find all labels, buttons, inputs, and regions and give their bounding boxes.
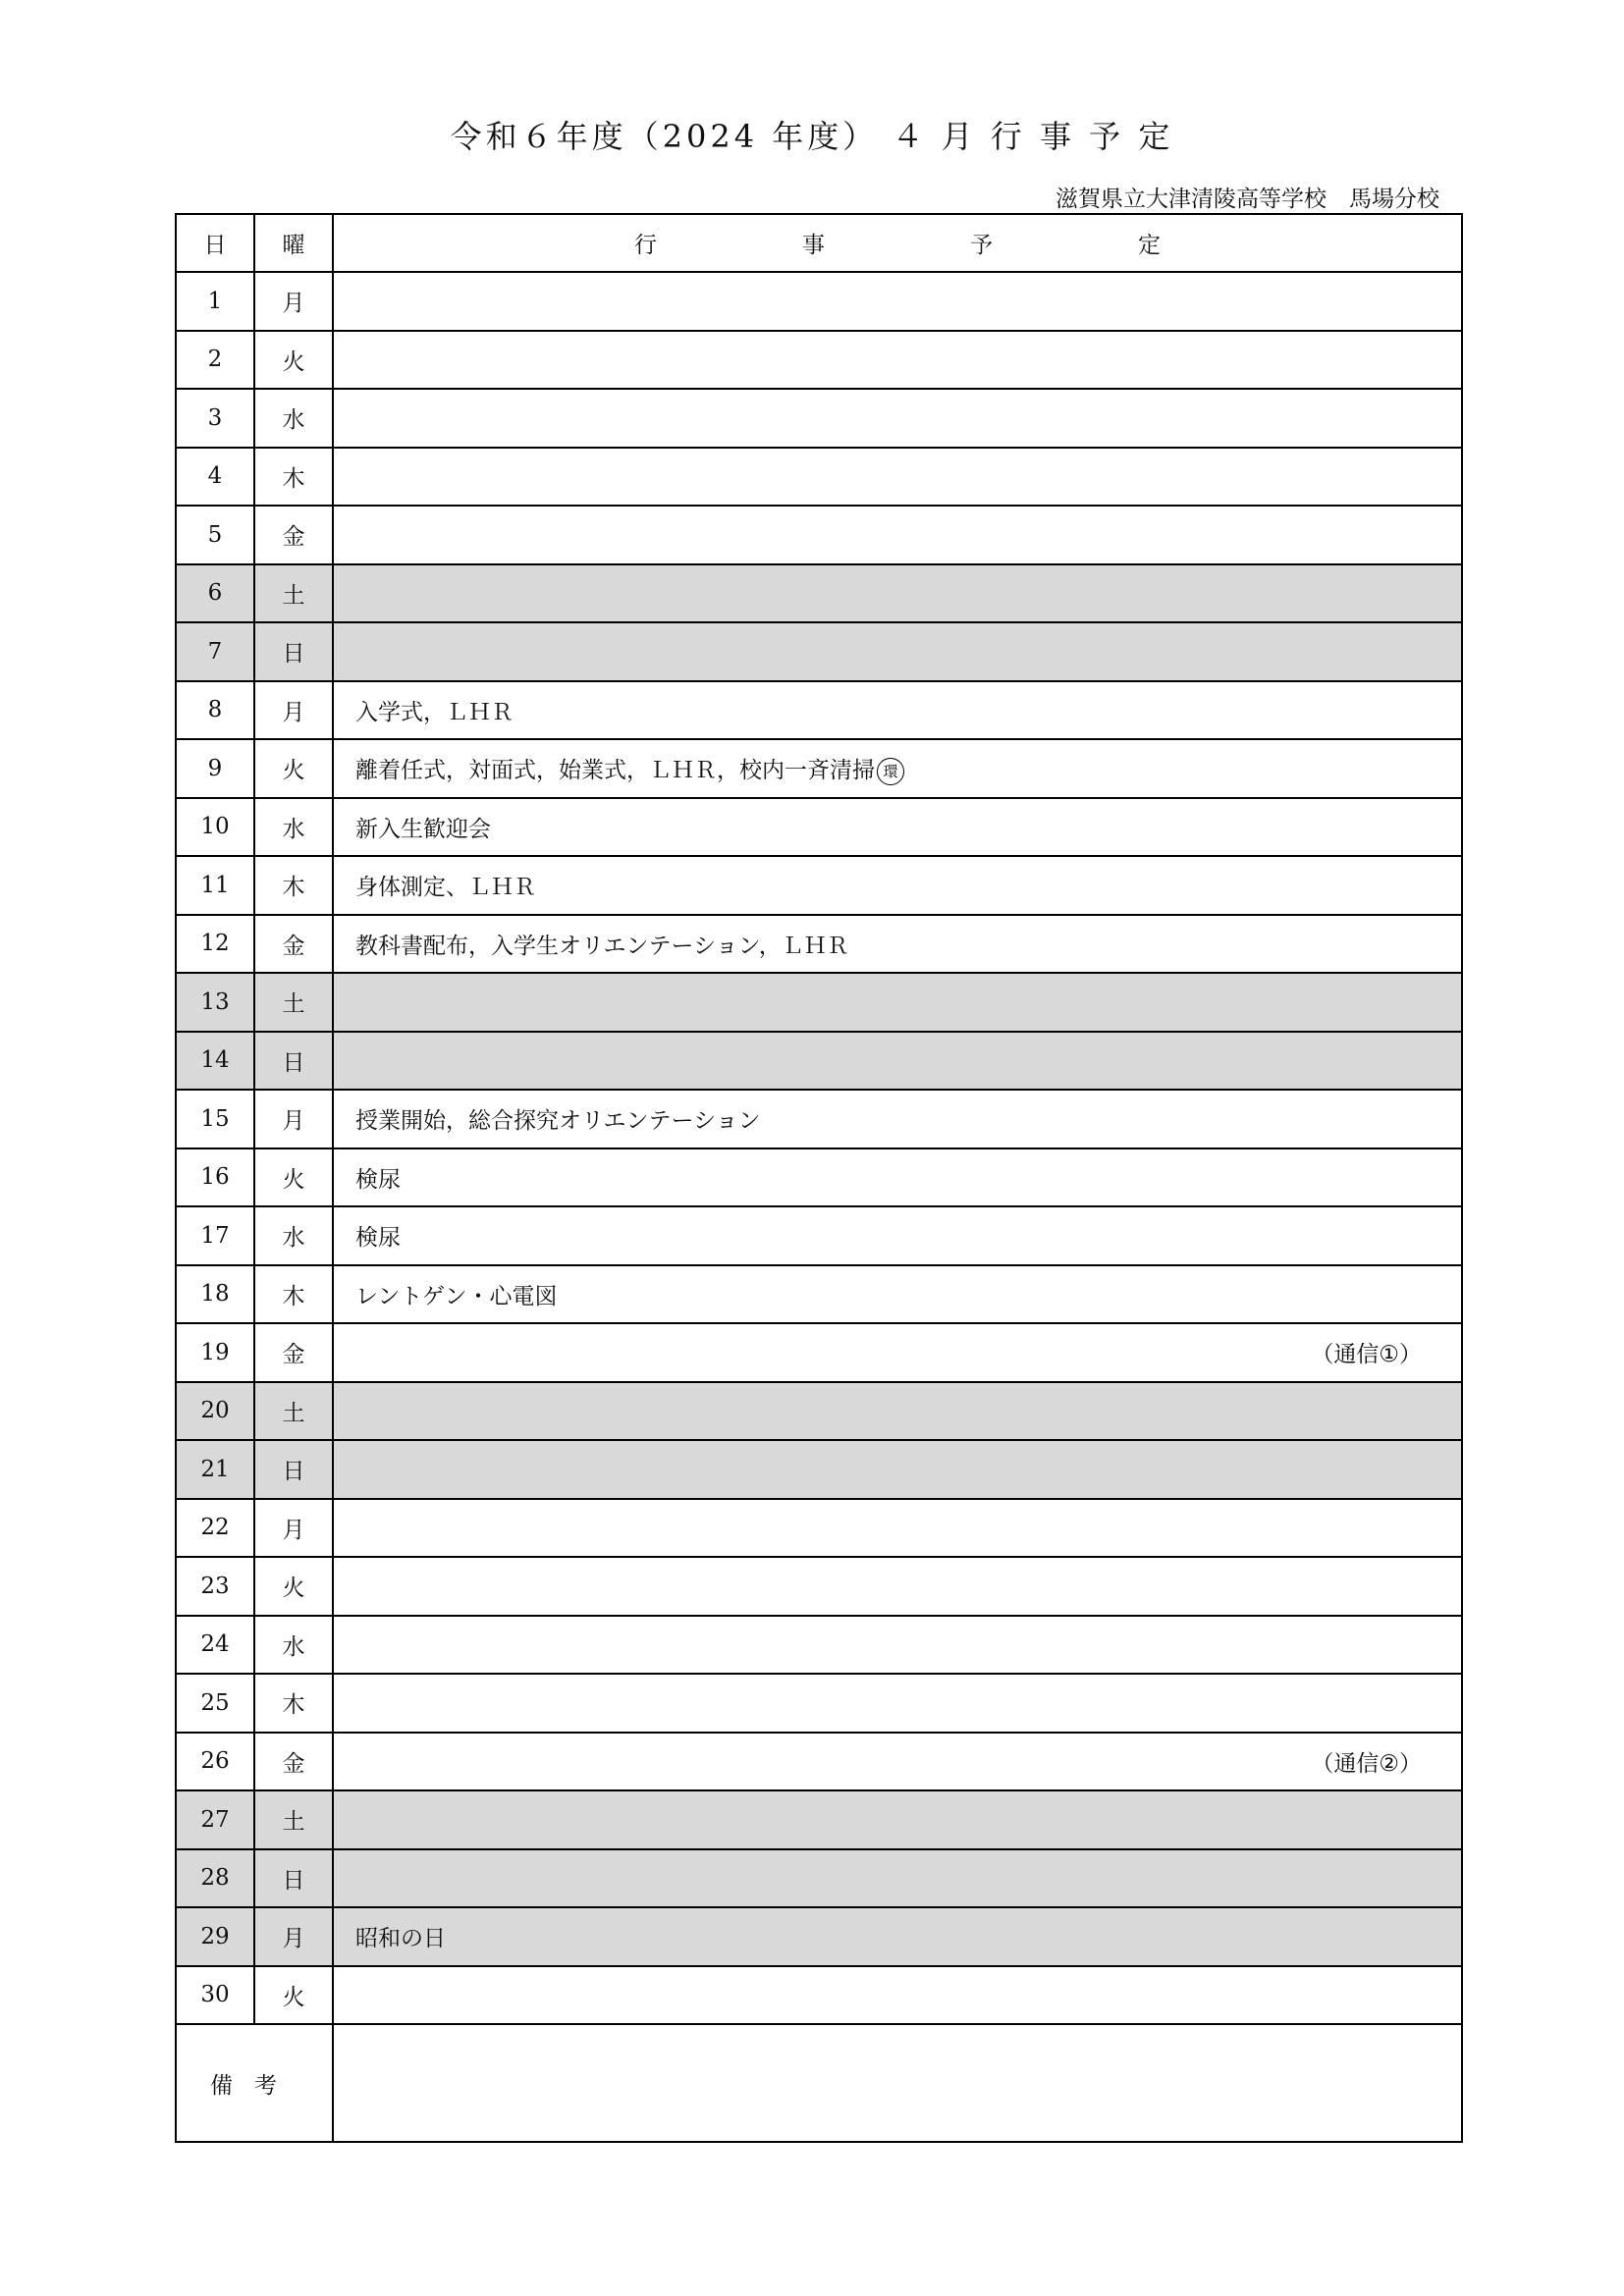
weekday-cell: 水 <box>254 1206 333 1265</box>
table-row <box>176 1616 1462 1675</box>
weekday-cell: 日 <box>254 1032 333 1091</box>
day-cell: 17 <box>176 1206 254 1265</box>
event-note: （通信①） <box>1311 1342 1422 1368</box>
table-row <box>176 681 1462 740</box>
table-row <box>176 331 1462 390</box>
day-cell: 22 <box>176 1499 254 1558</box>
weekday-cell: 火 <box>254 331 333 390</box>
event-content <box>355 752 1422 785</box>
header-row <box>176 214 1462 272</box>
event-cell <box>333 622 1462 681</box>
table-row <box>176 1148 1462 1207</box>
day-cell: 15 <box>176 1090 254 1148</box>
table-row <box>176 1265 1462 1324</box>
event-text-wrap <box>355 752 904 785</box>
schedule-table <box>175 213 1463 2143</box>
event-cell <box>333 1849 1462 1908</box>
day-cell: 21 <box>176 1440 254 1499</box>
event-text: 新入生歓迎会 <box>355 816 491 842</box>
table-row <box>176 506 1462 564</box>
table-row <box>176 915 1462 974</box>
weekday-cell: 日 <box>254 1440 333 1499</box>
event-cell <box>333 1032 1462 1091</box>
day-cell: 14 <box>176 1032 254 1091</box>
event-content <box>355 928 1422 960</box>
day-cell: 5 <box>176 506 254 564</box>
table-row <box>176 1032 1462 1091</box>
weekday-cell: 火 <box>254 1148 333 1207</box>
event-content <box>355 869 1422 901</box>
day-cell: 18 <box>176 1265 254 1324</box>
table-row <box>176 1323 1462 1382</box>
table-row <box>176 1907 1462 1966</box>
day-cell: 16 <box>176 1148 254 1207</box>
event-content <box>355 1920 1422 1952</box>
weekday-cell: 月 <box>254 1907 333 1966</box>
event-cell <box>333 1206 1462 1265</box>
event-text: 授業開始，総合探究オリエンテーション <box>355 1108 761 1135</box>
event-cell <box>333 331 1462 390</box>
table-row <box>176 1674 1462 1733</box>
day-cell: 6 <box>176 564 254 623</box>
day-cell: 4 <box>176 448 254 507</box>
event-cell <box>333 1616 1462 1675</box>
event-text: 昭和の日 <box>355 1926 446 1952</box>
remarks-label: 備考 <box>176 2024 333 2142</box>
event-content <box>355 1102 1422 1135</box>
event-content <box>355 1161 1422 1194</box>
event-cell <box>333 1907 1462 1966</box>
table-row <box>176 1733 1462 1791</box>
header-events-char: 行 <box>634 233 657 258</box>
weekday-cell: 木 <box>254 1265 333 1324</box>
table-row <box>176 856 1462 915</box>
event-content <box>355 1745 1422 1778</box>
day-cell: 28 <box>176 1849 254 1908</box>
event-cell <box>333 389 1462 448</box>
table-row <box>176 798 1462 857</box>
weekday-cell: 月 <box>254 272 333 331</box>
event-text-wrap <box>355 928 849 960</box>
event-cell <box>333 1440 1462 1499</box>
event-text: 入学式，ＬＨＲ <box>355 699 514 725</box>
event-cell <box>333 1148 1462 1207</box>
weekday-cell: 金 <box>254 506 333 564</box>
day-cell: 11 <box>176 856 254 915</box>
event-cell <box>333 915 1462 974</box>
event-cell <box>333 1382 1462 1441</box>
schedule-body <box>176 272 1462 2024</box>
event-text-wrap <box>355 1219 401 1252</box>
event-cell <box>333 1557 1462 1616</box>
weekday-cell: 火 <box>254 739 333 798</box>
weekday-cell: 土 <box>254 973 333 1032</box>
day-cell: 9 <box>176 739 254 798</box>
table-row <box>176 1090 1462 1148</box>
weekday-cell: 金 <box>254 915 333 974</box>
header-events-char: 事 <box>802 233 825 258</box>
event-text-wrap <box>355 1278 558 1310</box>
event-content <box>355 1336 1422 1368</box>
table-row <box>176 564 1462 623</box>
event-content <box>355 811 1422 843</box>
day-cell: 24 <box>176 1616 254 1675</box>
event-cell <box>333 739 1462 798</box>
event-text-wrap <box>355 1161 401 1194</box>
event-cell <box>333 1733 1462 1791</box>
day-cell: 20 <box>176 1382 254 1441</box>
header-events-char: 定 <box>1138 233 1161 258</box>
day-cell: 25 <box>176 1674 254 1733</box>
remarks-row <box>176 2024 1462 2142</box>
event-cell <box>333 1674 1462 1733</box>
event-cell <box>333 681 1462 740</box>
day-cell: 10 <box>176 798 254 857</box>
day-cell: 19 <box>176 1323 254 1382</box>
weekday-cell: 火 <box>254 1557 333 1616</box>
weekday-cell: 木 <box>254 1674 333 1733</box>
table-row <box>176 389 1462 448</box>
day-cell: 23 <box>176 1557 254 1616</box>
event-text: 検尿 <box>355 1166 401 1193</box>
weekday-cell: 金 <box>254 1323 333 1382</box>
day-cell: 1 <box>176 272 254 331</box>
weekday-cell: 木 <box>254 448 333 507</box>
event-cell <box>333 1499 1462 1558</box>
weekday-cell: 水 <box>254 389 333 448</box>
event-cell <box>333 1790 1462 1849</box>
header-day: 日 <box>176 214 254 272</box>
table-row <box>176 1382 1462 1441</box>
event-text: 教科書配布，入学生オリエンテーション，ＬＨＲ <box>355 933 849 959</box>
weekday-cell: 水 <box>254 798 333 857</box>
table-row <box>176 1790 1462 1849</box>
event-content <box>355 694 1422 726</box>
table-row <box>176 973 1462 1032</box>
weekday-cell: 日 <box>254 1849 333 1908</box>
event-text-wrap <box>355 869 536 901</box>
table-row <box>176 622 1462 681</box>
weekday-cell: 水 <box>254 1616 333 1675</box>
table-row <box>176 1499 1462 1558</box>
day-cell: 7 <box>176 622 254 681</box>
event-cell <box>333 1265 1462 1324</box>
event-content <box>355 1219 1422 1252</box>
weekday-cell: 木 <box>254 856 333 915</box>
event-cell <box>333 1323 1462 1382</box>
event-text-wrap <box>355 1102 761 1135</box>
weekday-cell: 月 <box>254 1090 333 1148</box>
circled-mark-icon: 環 <box>877 758 904 785</box>
event-text: 離着任式，対面式，始業式，ＬＨＲ，校内一斉清掃 <box>355 758 875 783</box>
event-text-wrap <box>355 811 491 843</box>
event-cell <box>333 272 1462 331</box>
day-cell: 3 <box>176 389 254 448</box>
table-row <box>176 1557 1462 1616</box>
weekday-cell: 金 <box>254 1733 333 1791</box>
event-cell <box>333 506 1462 564</box>
weekday-cell: 月 <box>254 681 333 740</box>
event-text-wrap <box>355 1920 446 1952</box>
table-row <box>176 272 1462 331</box>
event-text: 身体測定、ＬＨＲ <box>355 875 536 901</box>
event-content <box>355 1278 1422 1310</box>
day-cell: 29 <box>176 1907 254 1966</box>
day-cell: 12 <box>176 915 254 974</box>
header-weekday: 曜 <box>254 214 333 272</box>
table-row <box>176 1206 1462 1265</box>
weekday-cell: 火 <box>254 1966 333 2025</box>
table-row <box>176 1849 1462 1908</box>
weekday-cell: 土 <box>254 564 333 623</box>
event-text: 検尿 <box>355 1225 401 1252</box>
event-text: レントゲン・心電図 <box>355 1283 558 1309</box>
table-row <box>176 739 1462 798</box>
event-cell <box>333 448 1462 507</box>
day-cell: 27 <box>176 1790 254 1849</box>
day-cell: 8 <box>176 681 254 740</box>
day-cell: 2 <box>176 331 254 390</box>
event-cell <box>333 798 1462 857</box>
school-name: 滋賀県立大津清陵高等学校 馬場分校 <box>1056 187 1439 212</box>
header-events <box>333 214 1462 272</box>
day-cell: 26 <box>176 1733 254 1791</box>
table-row <box>176 448 1462 507</box>
event-text-wrap <box>355 694 514 726</box>
day-cell: 13 <box>176 973 254 1032</box>
weekday-cell: 月 <box>254 1499 333 1558</box>
page-title: 令和６年度（2024 年度） ４ 月 行 事 予 定 <box>450 118 1174 155</box>
weekday-cell: 土 <box>254 1790 333 1849</box>
table-row <box>176 1966 1462 2025</box>
table-row <box>176 1440 1462 1499</box>
weekday-cell: 日 <box>254 622 333 681</box>
day-cell: 30 <box>176 1966 254 2025</box>
event-cell <box>333 1966 1462 2025</box>
weekday-cell: 土 <box>254 1382 333 1441</box>
event-cell <box>333 564 1462 623</box>
event-note: （通信②） <box>1311 1750 1422 1777</box>
event-cell <box>333 856 1462 915</box>
header-events-char: 予 <box>970 233 993 258</box>
event-cell <box>333 1090 1462 1148</box>
event-cell <box>333 973 1462 1032</box>
remarks-cell <box>333 2024 1462 2142</box>
